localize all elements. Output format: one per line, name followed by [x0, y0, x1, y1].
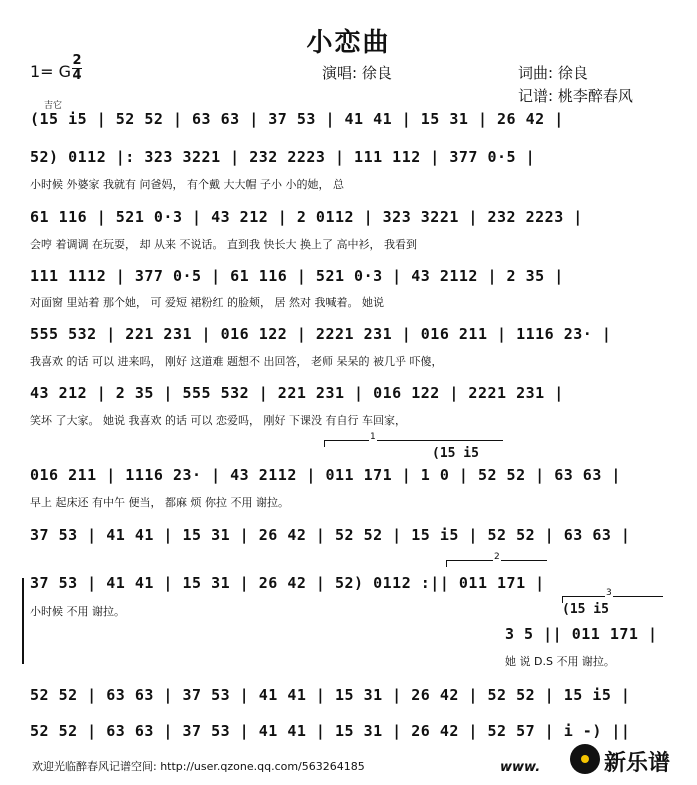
score-line-7: 016 211 | 1116 23· | 43 2112 | 011 171 | 1 0 | 52 52 | 63 63 | — [30, 466, 621, 484]
volta-3-notes: (15 i5 — [562, 602, 609, 617]
score-line-8: 37 53 | 41 41 | 15 31 | 26 42 | 52 52 | 15 i5 | 52 52 | 63 63 | — [30, 526, 631, 544]
score-line-6: 43 212 | 2 35 | 555 532 | 221 231 | 016 122 | 2221 231 | — [30, 384, 564, 402]
lyric-line-7: 早上 起床还 有中午 便当， 都麻 烦 你拉 不用 谢拉。 — [30, 496, 289, 509]
score-line-11: 52 52 | 63 63 | 37 53 | 41 41 | 15 31 | 26 42 | 52 52 | 15 i5 | — [30, 686, 631, 704]
site-logo: 新乐谱 — [604, 751, 671, 776]
volta-3-number: 3 — [606, 588, 612, 598]
record-disc-icon — [570, 744, 600, 774]
lyric-line-9: 小时候 不用 谢拉。 — [30, 605, 125, 618]
volta-2-number: 2 — [494, 552, 500, 562]
volta-1-number: 1 — [370, 432, 376, 442]
lyric-line-10: 她 说 D.S 不用 谢拉。 — [505, 655, 615, 668]
lyric-line-5: 我喜欢 的话 可以 进来吗， 刚好 这道难 题想不 出回答， 老师 呆呆的 被几乎 吓傻， — [30, 355, 443, 368]
volta-1-notes: (15 i5 — [432, 446, 479, 461]
lyric-line-3: 会哼 着调调 在玩耍， 却 从来 不说话。 直到我 快长大 换上了 高中衫， 我看到 — [30, 238, 417, 251]
score-line-10: 3 5 || 011 171 | — [505, 625, 658, 643]
system-bracket — [22, 578, 24, 664]
score-line-4: 111 1112 | 377 0·5 | 61 116 | 521 0·3 | 43 2112 | 2 35 | — [30, 267, 564, 285]
lyric-line-4: 对面窗 里站着 那个她， 可 爱短 裙粉红 的脸颊， 居 然对 我喊着。 她说 — [30, 296, 384, 309]
score-line-3: 61 116 | 521 0·3 | 43 212 | 2 0112 | 323 3221 | 232 2223 | — [30, 208, 583, 226]
song-title: 小恋曲 — [306, 28, 391, 58]
transcriber: 记谱: 桃李醉春风 — [518, 87, 633, 105]
site-watermark: www. — [500, 760, 541, 775]
score-line-5: 555 532 | 221 231 | 016 122 | 2221 231 | 016 211 | 1116 23· | — [30, 325, 612, 343]
footer-note: 欢迎光临醉春风记谱空间: http://user.qzone.qq.com/563264185 — [32, 760, 365, 773]
score-line-1: (15 i5 | 52 52 | 63 63 | 37 53 | 41 41 | 15 31 | 26 42 | — [30, 110, 564, 128]
time-signature — [72, 55, 82, 82]
score-line-12: 52 52 | 63 63 | 37 53 | 41 41 | 15 31 | 26 42 | 52 57 | i -) || — [30, 722, 631, 740]
volta-bracket-2 — [446, 552, 547, 567]
score-line-2: 52) 0112 |: 323 3221 | 232 2223 | 111 112 | 377 0·5 | — [30, 148, 536, 166]
time-sig-bottom: 4 — [72, 68, 82, 83]
singer: 演唱: 徐良 — [322, 64, 392, 82]
score-line-9: 37 53 | 41 41 | 15 31 | 26 42 | 52) 0112 :|| 011 171 | — [30, 574, 545, 592]
time-sig-top: 2 — [72, 53, 82, 68]
lyric-line-6: 笑坏 了大家。 她说 我喜欢 的话 可以 恋爱吗， 刚好 下课没 有自行 车回家， — [30, 414, 406, 427]
composer: 词曲: 徐良 — [518, 64, 588, 82]
lyric-line-2: 小时候 外婆家 我就有 问爸妈， 有个戴 大大帽 子小 小的她， 总 — [30, 178, 344, 191]
key-signature: 1= G — [30, 62, 72, 81]
intro-instrument-label: 吉它 — [44, 101, 63, 111]
